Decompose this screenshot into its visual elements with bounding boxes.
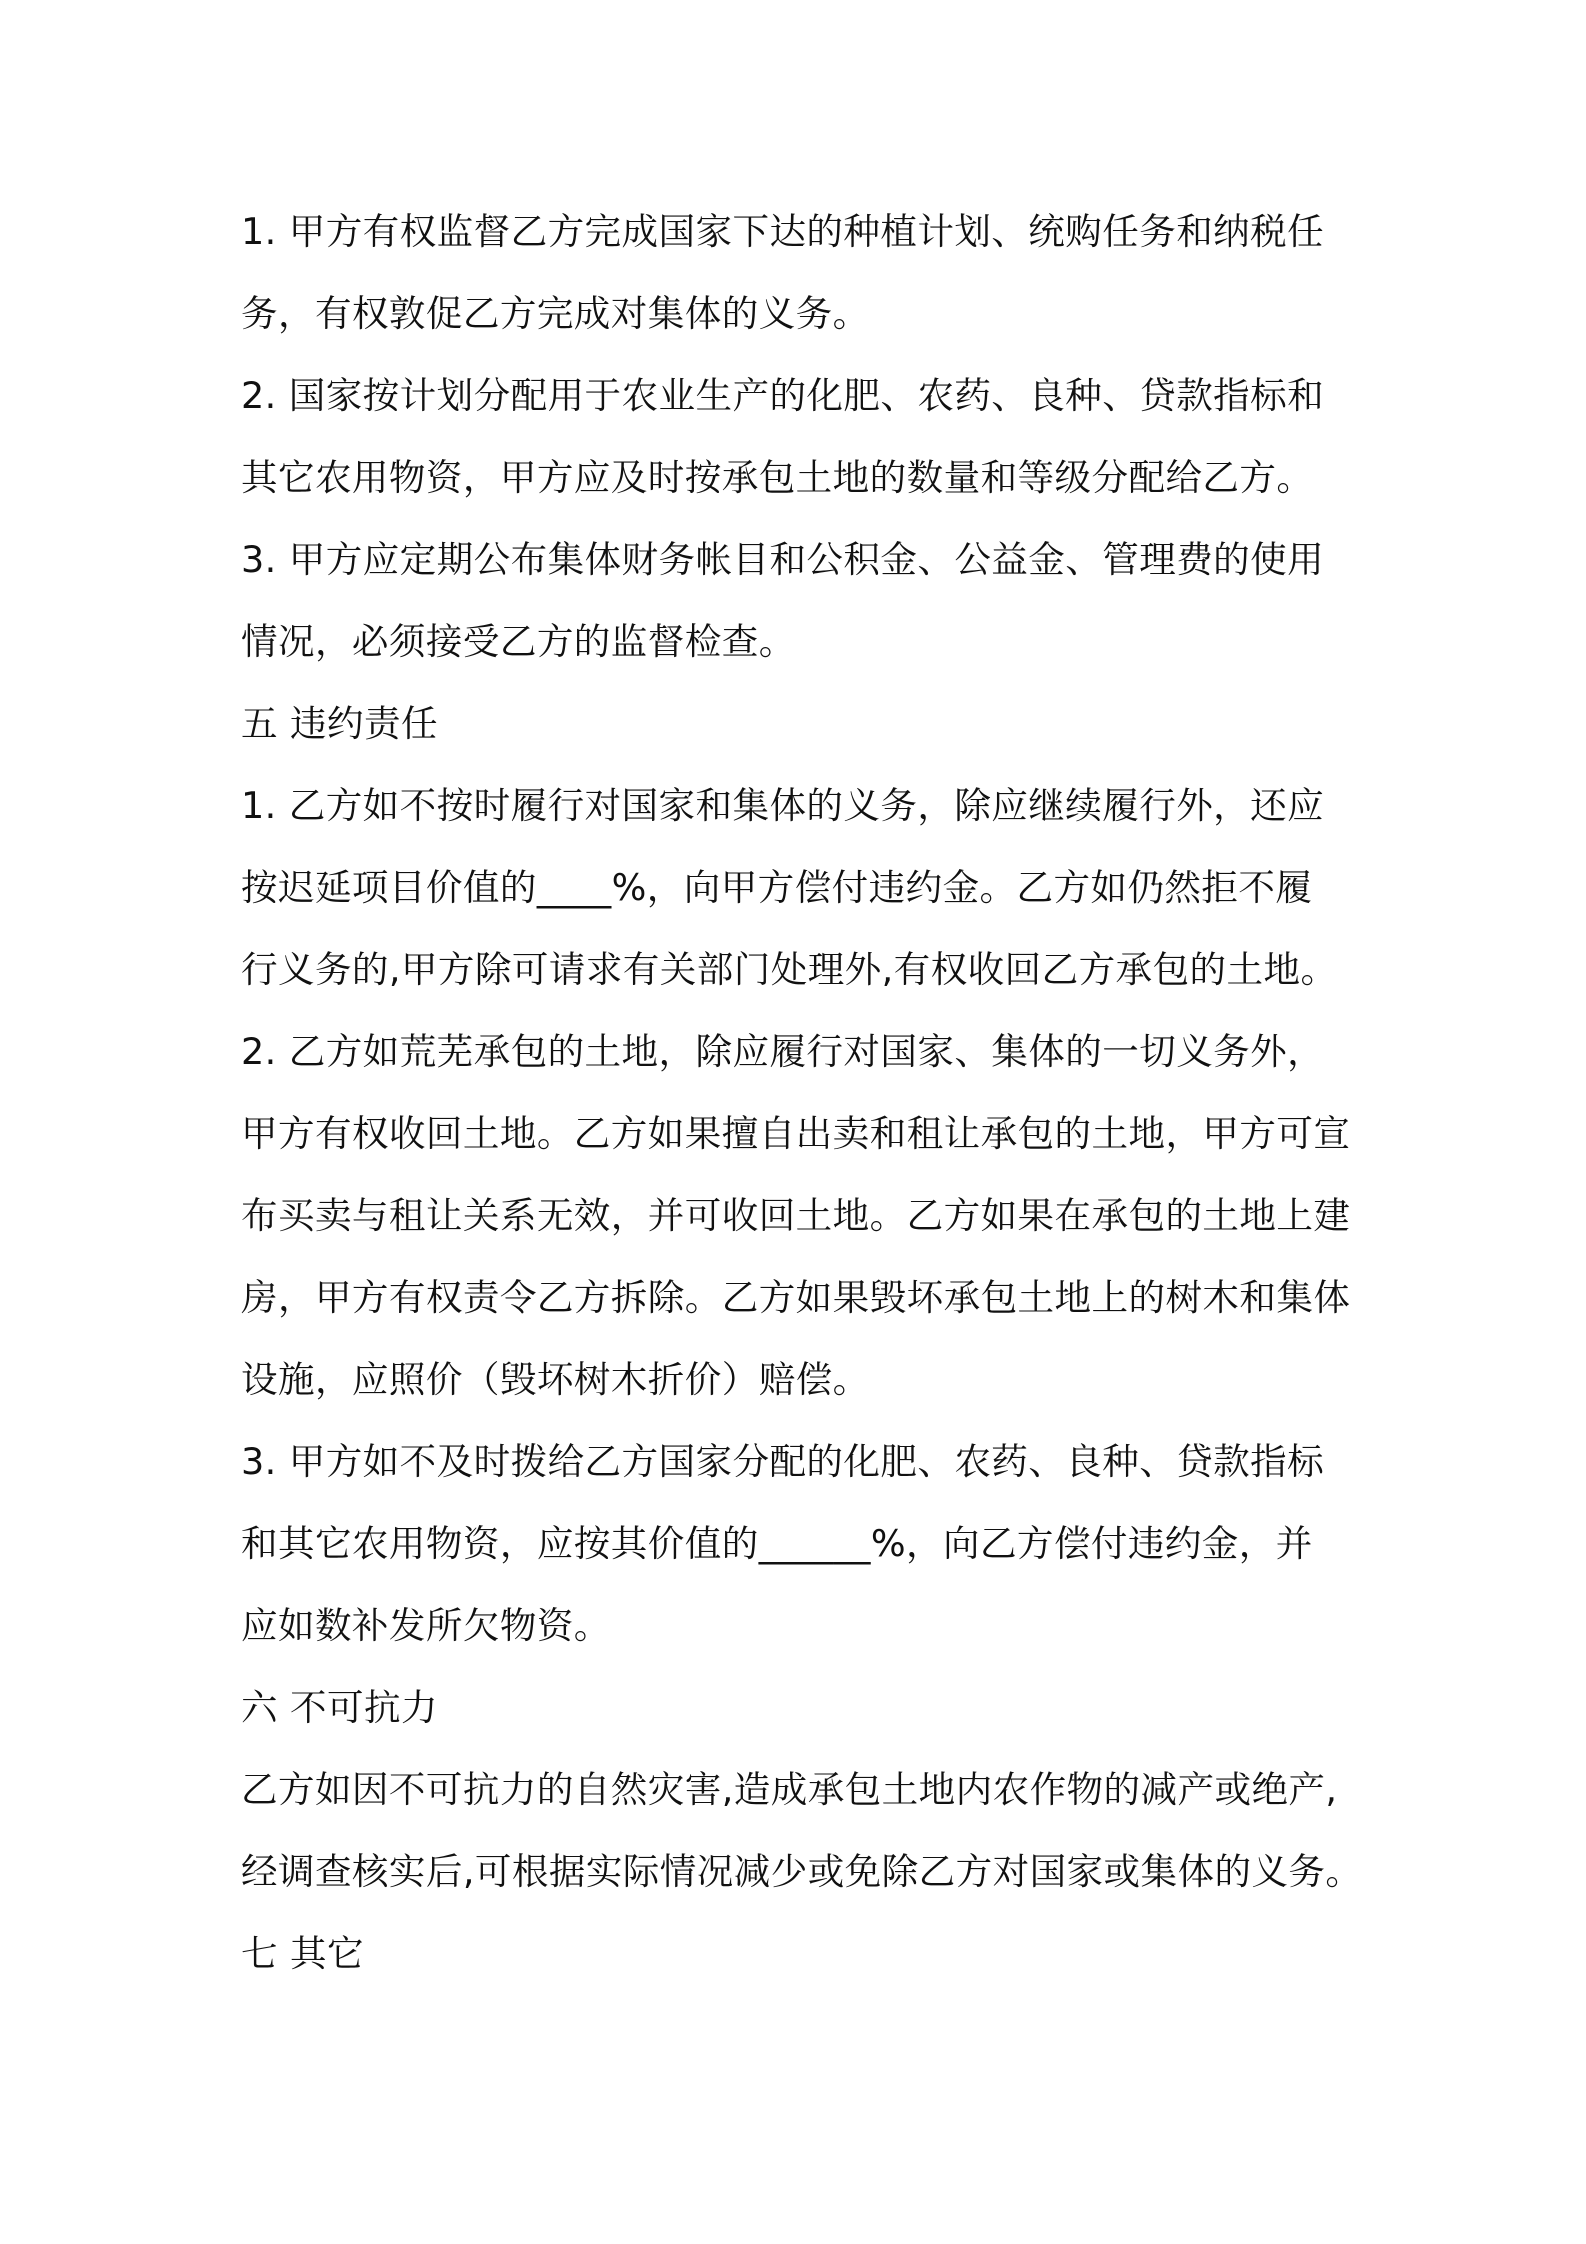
- clause-5-3-line-2: 和其它农用物资，应按其价值的______%，向乙方偿付违约金，并: [241, 1522, 1313, 1565]
- clause-5-2-line-1: 2. 乙方如荒芜承包的土地，除应履行对国家、集体的一切义务外，: [241, 1030, 1325, 1073]
- clause-5-2-line-5: 设施，应照价（毁坏树木折价）赔偿。: [241, 1358, 870, 1401]
- clause-5-2-line-4: 房，甲方有权责令乙方拆除。乙方如果毁坏承包土地上的树木和集体: [241, 1276, 1351, 1319]
- clause-4-3-line-1: 3. 甲方应定期公布集体财务帐目和公积金、公益金、管理费的使用: [241, 538, 1325, 581]
- clause-6-line-2: 经调查核实后,可根据实际情况减少或免除乙方对国家或集体的义务。: [241, 1850, 1363, 1893]
- clause-4-1-line-2: 务，有权敦促乙方完成对集体的义务。: [241, 292, 870, 335]
- clause-4-1-line-1: 1. 甲方有权监督乙方完成国家下达的种植计划、统购任务和纳税任: [241, 210, 1325, 253]
- clause-4-2-line-2: 其它农用物资，甲方应及时按承包土地的数量和等级分配给乙方。: [241, 456, 1314, 499]
- clause-4-3-line-2: 情况，必须接受乙方的监督检查。: [241, 620, 796, 663]
- clause-5-1-line-3: 行义务的,甲方除可请求有关部门处理外,有权收回乙方承包的土地。: [241, 948, 1338, 991]
- clause-5-1-line-1: 1. 乙方如不按时履行对国家和集体的义务，除应继续履行外，还应: [241, 784, 1325, 827]
- section-heading-other: 七 其它: [241, 1932, 364, 1975]
- clause-5-3-line-3: 应如数补发所欠物资。: [241, 1604, 611, 1647]
- section-heading-force-majeure: 六 不可抗力: [241, 1686, 438, 1729]
- clause-5-3-line-1: 3. 甲方如不及时拨给乙方国家分配的化肥、农药、良种、贷款指标: [241, 1440, 1325, 1483]
- section-heading-breach: 五 违约责任: [241, 702, 438, 745]
- clause-4-2-line-1: 2. 国家按计划分配用于农业生产的化肥、农药、良种、贷款指标和: [241, 374, 1325, 417]
- clause-5-1-line-2: 按迟延项目价值的____%，向甲方偿付违约金。乙方如仍然拒不履: [241, 866, 1313, 909]
- clause-5-2-line-3: 布买卖与租让关系无效，并可收回土地。乙方如果在承包的土地上建: [241, 1194, 1351, 1237]
- clause-6-line-1: 乙方如因不可抗力的自然灾害,造成承包土地内农作物的减产或绝产,: [241, 1768, 1338, 1811]
- clause-5-2-line-2: 甲方有权收回土地。乙方如果擅自出卖和租让承包的土地，甲方可宣: [241, 1112, 1351, 1155]
